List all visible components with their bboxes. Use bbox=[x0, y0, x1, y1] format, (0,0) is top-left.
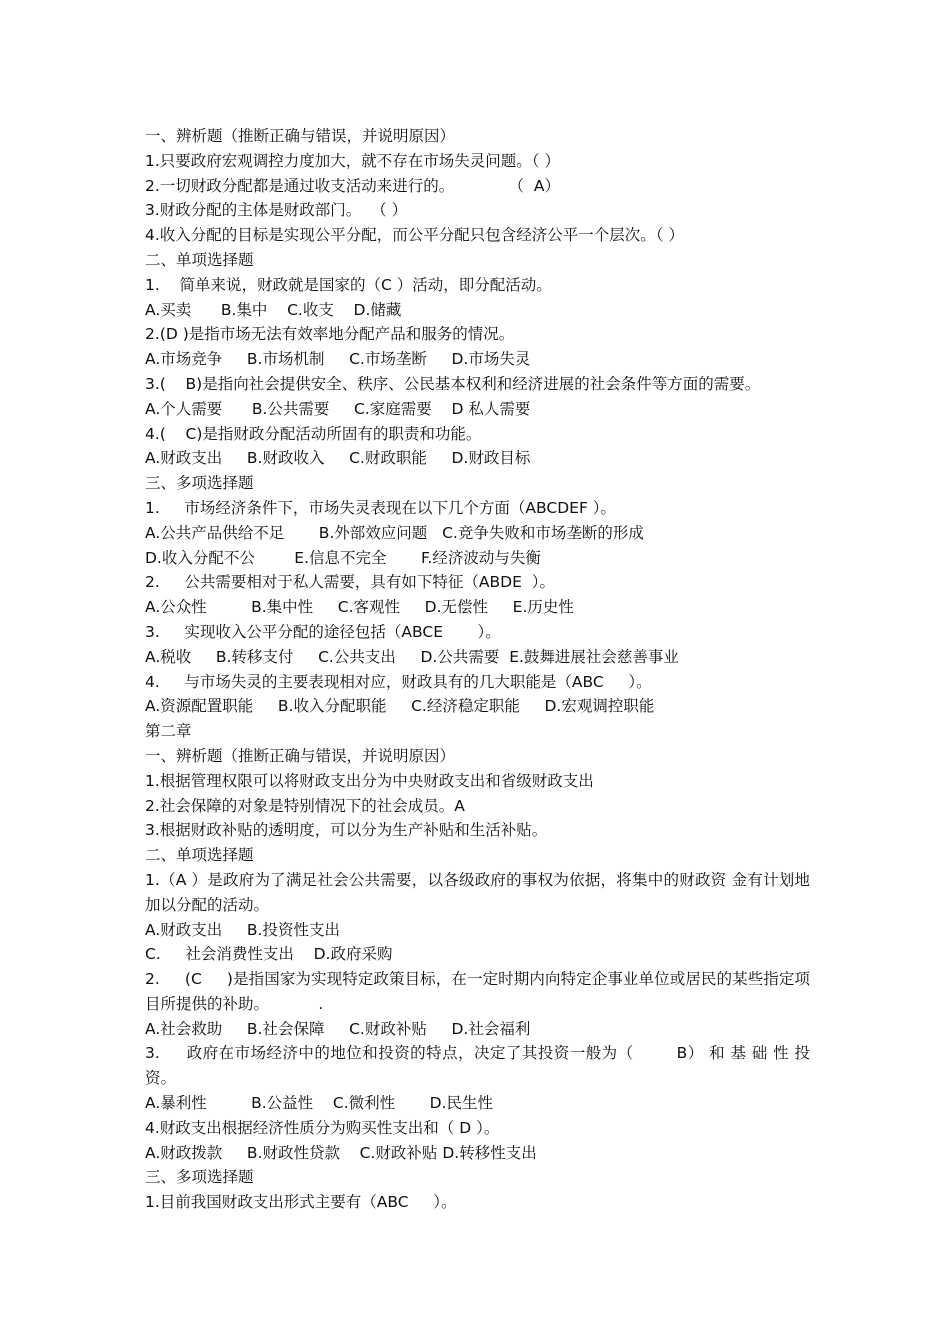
question-text: 1. 简单来说，财政就是国家的（C ）活动，即分配活动。 bbox=[145, 275, 552, 294]
question-text: 3.财政分配的主体是财政部门。 （ ） bbox=[145, 201, 408, 220]
question-text: 3.( B)是指向社会提供安全、秩序、公民基本权利和经济进展的社会条件等方面的需要。 bbox=[145, 374, 761, 393]
answer-options: A.公众性 B.集中性 C.客观性 D.无偿性 E.历史性 bbox=[145, 598, 574, 617]
question-text: 1.只要政府宏观调控力度加大，就不存在市场失灵问题。（ ） bbox=[145, 151, 560, 170]
answer-options: C. 社会消费性支出 D.政府采购 bbox=[145, 945, 393, 964]
section-heading: 三、多项选择题 bbox=[145, 474, 254, 493]
question-text: 2. (C )是指国家为实现特定政策目标，在一定时期内向特定企事业单位或居民的某些指定项目所提供的补助。 . bbox=[145, 970, 810, 1013]
section-heading: 二、单项选择题 bbox=[145, 250, 254, 269]
question-text: 1.目前我国财政支出形式主要有（ABC ）。 bbox=[145, 1193, 457, 1212]
question-text: 1.（A ）是政府为了满足社会公共需要，以各级政府的事权为依据，将集中的财政资 金有计划地加以分配的活动。 bbox=[145, 870, 810, 914]
section-heading: 二、单项选择题 bbox=[145, 846, 254, 865]
section-heading: 一、辨析题（推断正确与错误，并说明原因） bbox=[145, 746, 456, 765]
answer-options: A.买卖 B.集中 C.收支 D.储藏 bbox=[145, 300, 402, 319]
question-text: 2. 公共需要相对于私人需要，具有如下特征（ABDE ）。 bbox=[145, 573, 555, 592]
answer-options: A.税收 B.转移支付 C.公共支出 D.公共需要 E.鼓舞进展社会慈善事业 bbox=[145, 647, 679, 666]
answer-options: A.财政支出 B.投资性支出 bbox=[145, 920, 340, 939]
section-heading: 三、多项选择题 bbox=[145, 1168, 254, 1187]
answer-options: A.公共产品供给不足 B.外部效应问题 C.竞争失败和市场垄断的形成 bbox=[145, 523, 644, 542]
question-text: 4.( C)是指财政分配活动所固有的职责和功能。 bbox=[145, 424, 482, 443]
question-text: 2.(D )是指市场无法有效率地分配产品和服务的情况。 bbox=[145, 325, 515, 344]
answer-options: A.资源配置职能 B.收入分配职能 C.经济稳定职能 D.宏观调控职能 bbox=[145, 697, 655, 716]
answer-options: A.财政支出 B.财政收入 C.财政职能 D.财政目标 bbox=[145, 449, 531, 468]
question-text: 4. 与市场失灵的主要表现相对应，财政具有的几大职能是（ABC ）。 bbox=[145, 672, 652, 691]
answer-options: A.个人需要 B.公共需要 C.家庭需要 D 私人需要 bbox=[145, 399, 531, 418]
question-text: 1. 市场经济条件下，市场失灵表现在以下几个方面（ABCDEF ）。 bbox=[145, 498, 617, 517]
question-text: 2.一切财政分配都是通过收支活动来进行的。 （ A） bbox=[145, 176, 560, 195]
answer-options: A.暴利性 B.公益性 C.微利性 D.民生性 bbox=[145, 1094, 493, 1113]
section-heading: 一、辨析题（推断正确与错误，并说明原因） bbox=[145, 127, 456, 145]
question-text: 3. 实现收入公平分配的途径包括（ABCE ）。 bbox=[145, 622, 501, 641]
question-text: 3.根据财政补贴的透明度，可以分为生产补贴和生活补贴。 bbox=[145, 821, 548, 840]
question-text: 4.财政支出根据经济性质分为购买性支出和（ D ）。 bbox=[145, 1118, 500, 1137]
document-body bbox=[145, 124, 810, 1215]
question-text: 3. 政府在市场经济中的地位和投资的特点，决定了其投资一般为（ B） 和 基 础 性 投资。 bbox=[145, 1044, 810, 1088]
question-text: 1.根据管理权限可以将财政支出分为中央财政支出和省级财政支出 bbox=[145, 771, 594, 790]
question-text: 2.社会保障的对象是特别情况下的社会成员。A bbox=[145, 796, 465, 815]
answer-options: A.社会救助 B.社会保障 C.财政补贴 D.社会福利 bbox=[145, 1019, 531, 1038]
answer-options: D.收入分配不公 E.信息不完全 F.经济波动与失衡 bbox=[145, 548, 541, 567]
answer-options: A.市场竞争 B.市场机制 C.市场垄断 D.市场失灵 bbox=[145, 350, 531, 369]
chapter-heading: 第二章 bbox=[145, 722, 192, 741]
question-text: 4.收入分配的目标是实现公平分配，而公平分配只包含经济公平一个层次。（ ） bbox=[145, 226, 684, 245]
answer-options: A.财政拨款 B.财政性贷款 C.财政补贴 D.转移性支出 bbox=[145, 1143, 537, 1162]
